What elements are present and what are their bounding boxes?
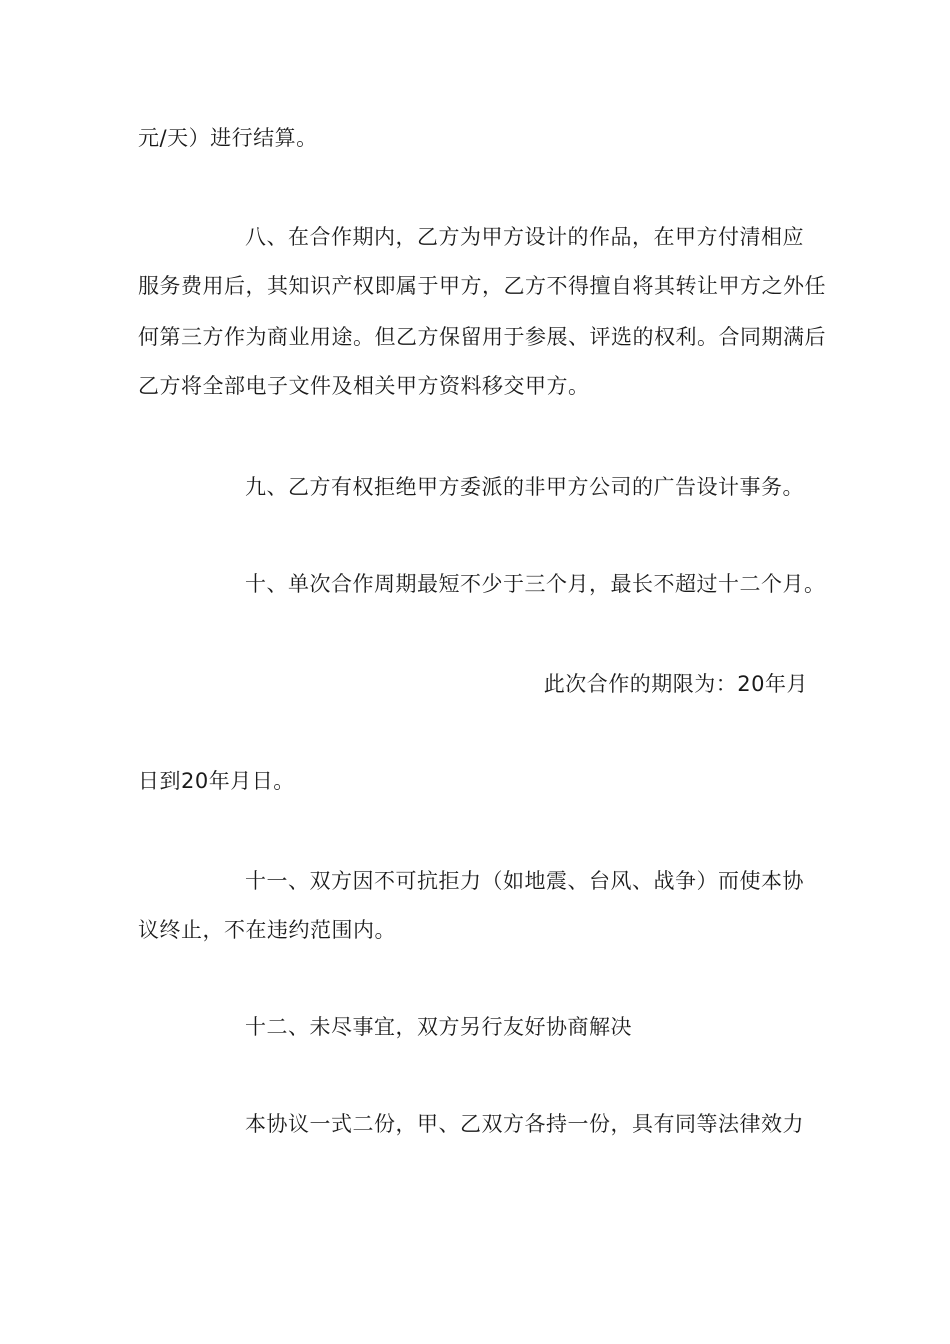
clause-8-line-2: 服务费用后，其知识产权即属于甲方，乙方不得擅自将其转让甲方之外任	[138, 274, 826, 298]
clause-9: 九、乙方有权拒绝甲方委派的非甲方公司的广告设计事务。	[245, 475, 804, 499]
clause-8-line-3: 何第三方作为商业用途。但乙方保留用于参展、评选的权利。合同期满后	[138, 325, 826, 349]
clause-10: 十、单次合作周期最短不少于三个月，最长不超过十二个月。	[245, 572, 826, 596]
clause-8-line-1: 八、在合作期内，乙方为甲方设计的作品，在甲方付清相应	[245, 225, 804, 249]
closing-statement: 本协议一式二份，甲、乙双方各持一份，具有同等法律效力	[245, 1112, 804, 1136]
settlement-line: 元/天）进行结算。	[138, 126, 318, 150]
term-line-2: 日到20年月日。	[138, 769, 295, 793]
clause-11-line-1: 十一、双方因不可抗拒力（如地震、台风、战争）而使本协	[245, 869, 804, 893]
clause-12: 十二、未尽事宜，双方另行友好协商解决	[245, 1015, 632, 1039]
clause-11-line-2: 议终止，不在违约范围内。	[138, 918, 396, 942]
term-line-1: 此次合作的期限为：20年月	[543, 672, 808, 696]
clause-8-line-4: 乙方将全部电子文件及相关甲方资料移交甲方。	[138, 374, 590, 398]
